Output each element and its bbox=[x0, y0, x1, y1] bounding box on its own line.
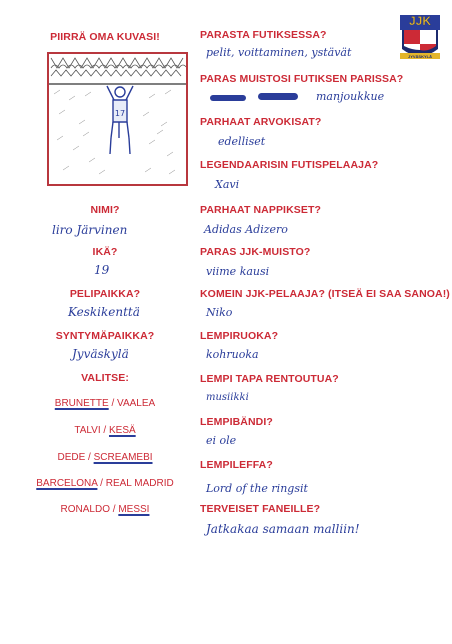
answer-best-tournament: edelliset bbox=[218, 135, 266, 148]
choice-option: KESÄ bbox=[108, 425, 136, 436]
question-favorite-food: LEMPIRUOKA? bbox=[200, 330, 279, 342]
answer-best-boots: Adidas Adizero bbox=[204, 223, 288, 236]
answer-jjk-memory: viime kausi bbox=[206, 265, 270, 278]
question-favorite-movie: LEMPILEFFA? bbox=[200, 459, 273, 471]
choice-club: BARCELONA / REAL MADRID bbox=[36, 478, 174, 489]
question-best-tournament: PARHAAT ARVOKISAT? bbox=[200, 116, 322, 128]
answer-relax: musiikki bbox=[206, 392, 249, 403]
jersey-number: 17 bbox=[114, 109, 126, 118]
choice-option: VAALEA bbox=[117, 398, 156, 409]
choice-option: TALVI bbox=[74, 425, 101, 436]
self-portrait-drawing bbox=[47, 52, 188, 186]
choice-option: DEDE bbox=[57, 452, 86, 463]
question-handsomest-player: KOMEIN JJK-PELAAJA? (ITSEÄ EI SAA SANOA!) bbox=[200, 288, 450, 300]
choice-option: REAL MADRID bbox=[105, 478, 174, 489]
choice-option: MESSI bbox=[118, 504, 150, 515]
answer-best-in-football: pelit, voittaminen, ystävät bbox=[206, 46, 352, 59]
choose-heading: VALITSE: bbox=[81, 372, 129, 384]
question-best-memory: PARAS MUISTOSI FUTIKSEN PARISSA? bbox=[200, 73, 404, 85]
choice-option: BARCELONA bbox=[36, 478, 98, 489]
answer-greetings: Jatkakaa samaan malliin! bbox=[206, 522, 360, 536]
choice-player: RONALDO / MESSI bbox=[60, 504, 150, 515]
logo-subtext: JYVÄSKYLÄ bbox=[407, 54, 432, 59]
self-portrait-sketch bbox=[49, 54, 186, 184]
answer-favorite-band: ei ole bbox=[206, 434, 237, 447]
jjk-logo bbox=[398, 13, 442, 63]
birthplace-question: SYNTYMÄPAIKKA? bbox=[55, 330, 155, 342]
answer-handsomest-player: Niko bbox=[206, 306, 233, 319]
name-answer: liro Järvinen bbox=[52, 223, 128, 237]
question-best-in-football: PARASTA FUTIKSESSA? bbox=[200, 29, 327, 41]
birthplace-answer: Jyväskylä bbox=[72, 347, 129, 361]
choice-option: BRUNETTE bbox=[54, 398, 109, 409]
answer-legend: Xavi bbox=[215, 178, 240, 191]
question-best-boots: PARHAAT NAPPIKSET? bbox=[200, 204, 321, 216]
drawing-title: PIIRRÄ OMA KUVASI! bbox=[50, 31, 160, 43]
position-question: PELIPAIKKA? bbox=[69, 288, 141, 300]
question-relax: LEMPI TAPA RENTOUTUA? bbox=[200, 373, 339, 385]
name-question: NIMI? bbox=[90, 204, 120, 216]
age-answer: 19 bbox=[94, 263, 110, 277]
logo-text: JJK bbox=[408, 14, 431, 28]
answer-favorite-food: kohruoka bbox=[206, 348, 259, 361]
question-favorite-band: LEMPIBÄNDI? bbox=[200, 416, 273, 428]
choice-option: SCREAMEBI bbox=[93, 452, 153, 463]
choice-season: TALVI / KESÄ bbox=[74, 425, 136, 436]
question-jjk-memory: PARAS JJK-MUISTO? bbox=[200, 246, 311, 258]
choice-artist: DEDE / SCREAMEBI bbox=[57, 452, 153, 463]
choice-option: RONALDO bbox=[60, 504, 110, 515]
answer-favorite-movie: Lord of the ringsit bbox=[206, 482, 308, 495]
choice-hair: BRUNETTE / VAALEA bbox=[54, 398, 156, 409]
age-question: IKÄ? bbox=[92, 246, 118, 258]
position-answer: Keskikenttä bbox=[68, 305, 140, 319]
question-greetings: TERVEISET FANEILLE? bbox=[200, 503, 321, 515]
answer-best-memory: manjoukkue bbox=[316, 90, 385, 103]
question-legend: LEGENDAARISIN FUTISPELAAJA? bbox=[200, 159, 379, 171]
